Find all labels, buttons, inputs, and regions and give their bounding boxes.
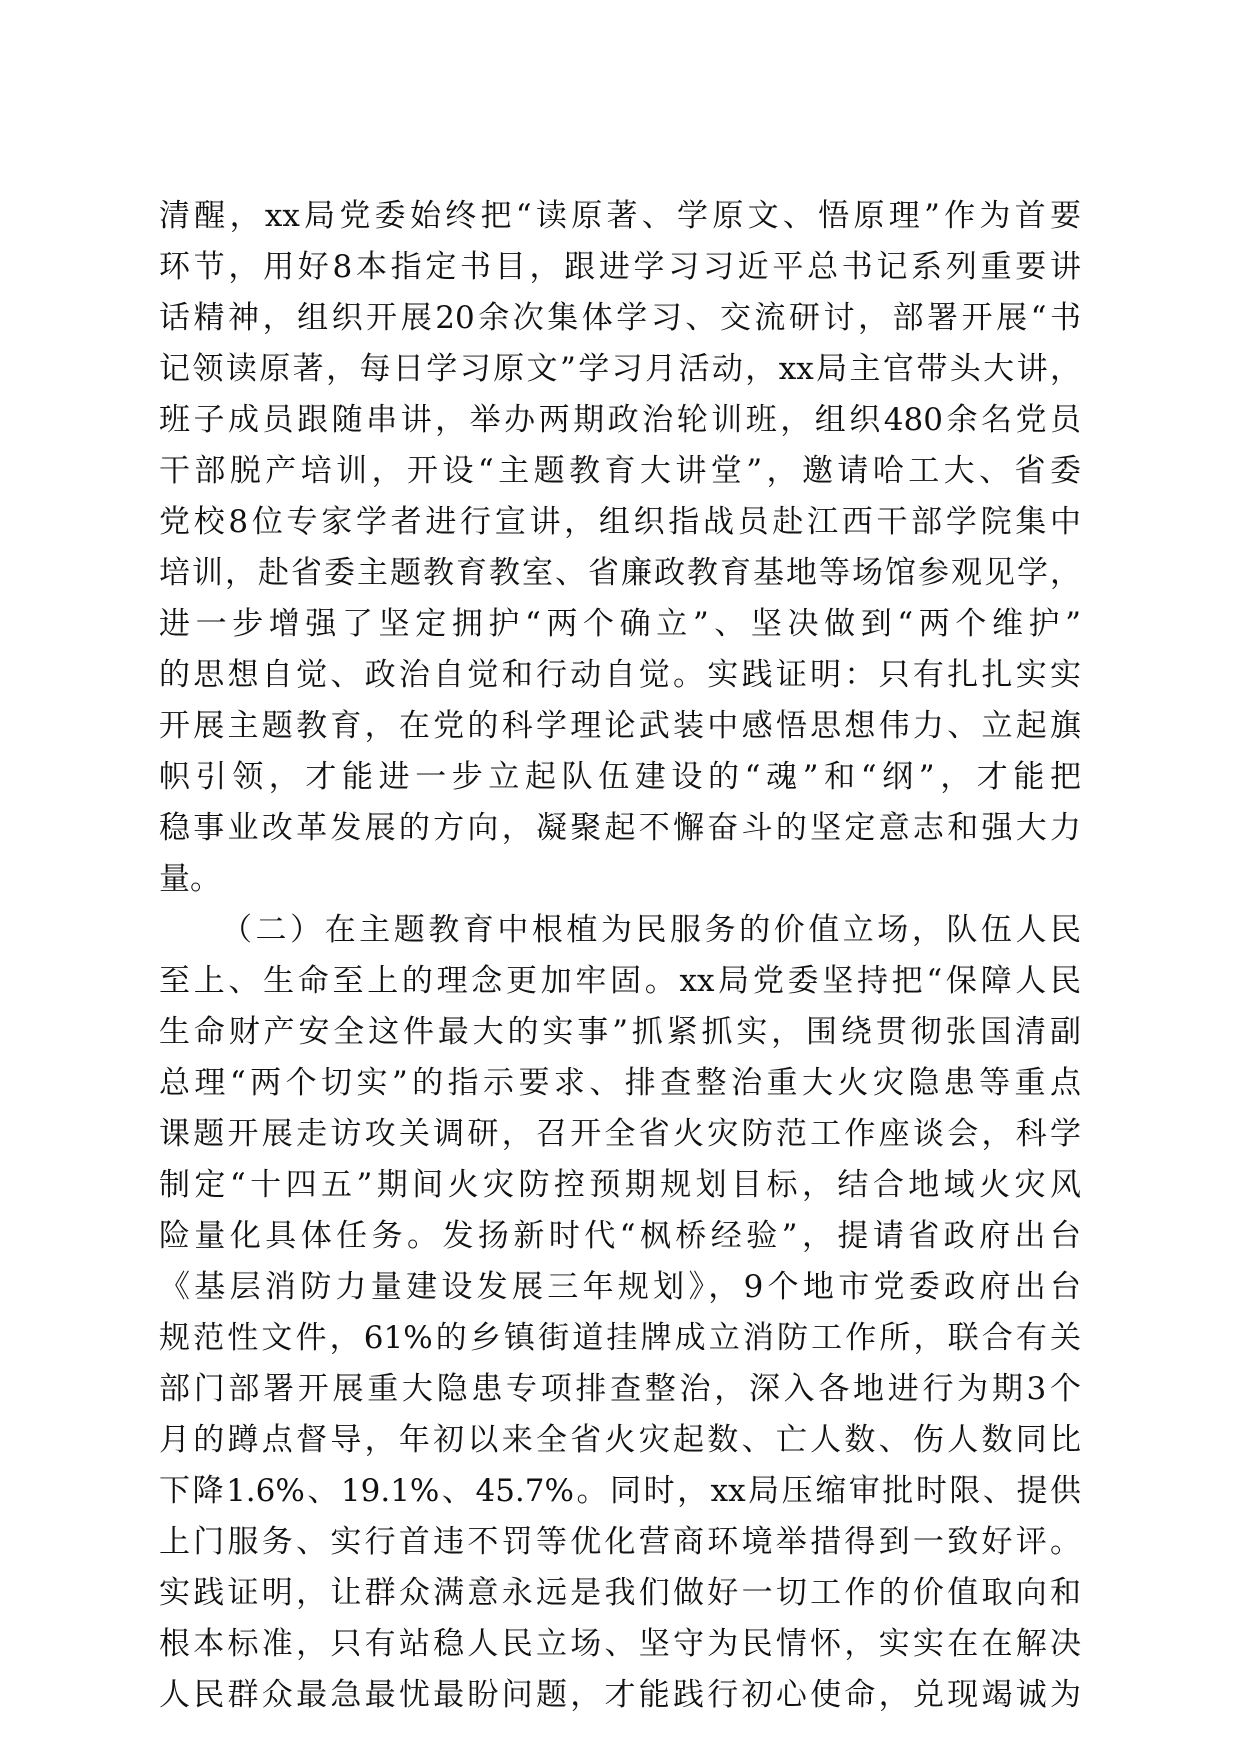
text-line: 《基层消防力量建设发展三年规划》，9个地市党委政府出台: [159, 1269, 1081, 1305]
text-line: 制定“十四五”期间火灾防控预期规划目标，结合地域火灾风: [159, 1167, 1081, 1203]
text-line: 生命财产安全这件最大的实事”抓紧抓实，围绕贯彻张国清副: [159, 1014, 1081, 1050]
text-line: 班子成员跟随串讲，举办两期政治轮训班，组织480余名党员: [159, 402, 1081, 438]
text-line: 至上、生命至上的理念更加牢固。xx局党委坚持把“保障人民: [159, 963, 1081, 999]
text-line: 培训，赴省委主题教育教室、省廉政教育基地等场馆参观见学，: [159, 555, 1081, 591]
text-line: 课题开展走访攻关调研，召开全省火灾防范工作座谈会，科学: [159, 1116, 1081, 1152]
text-line: 部门部署开展重大隐患专项排查整治，深入各地进行为期3个: [159, 1371, 1081, 1407]
text-line: 根本标准，只有站稳人民立场、坚守为民情怀，实实在在解决: [159, 1626, 1081, 1662]
text-line: 帜引领，才能进一步立起队伍建设的“魂”和“纲”，才能把: [159, 759, 1081, 795]
text-line: 开展主题教育，在党的科学理论武装中感悟思想伟力、立起旗: [159, 708, 1081, 744]
paragraph-end-line: 量。: [159, 861, 221, 897]
section-heading-line: （二）在主题教育中根植为民服务的价值立场，队伍人民: [221, 912, 1081, 948]
text-line: 进一步增强了坚定拥护“两个确立”、坚决做到“两个维护”: [159, 606, 1081, 642]
text-line: 的思想自觉、政治自觉和行动自觉。实践证明：只有扎扎实实: [159, 657, 1081, 693]
text-line: 实践证明，让群众满意永远是我们做好一切工作的价值取向和: [159, 1575, 1081, 1611]
text-line: 人民群众最急最忧最盼问题，才能践行初心使命，兑现竭诚为: [159, 1677, 1081, 1713]
text-line: 规范性文件，61%的乡镇街道挂牌成立消防工作所，联合有关: [159, 1320, 1081, 1356]
text-line: 干部脱产培训，开设“主题教育大讲堂”，邀请哈工大、省委: [159, 453, 1081, 489]
text-line: 稳事业改革发展的方向，凝聚起不懈奋斗的坚定意志和强大力: [159, 810, 1081, 846]
text-line: 总理“两个切实”的指示要求、排查整治重大火灾隐患等重点: [159, 1065, 1081, 1101]
text-line: 月的蹲点督导，年初以来全省火灾起数、亡人数、伤人数同比: [159, 1422, 1081, 1458]
text-line: 下降1.6%、19.1%、45.7%。同时，xx局压缩审批时限、提供: [159, 1473, 1081, 1509]
text-line: 党校8位专家学者进行宣讲，组织指战员赴江西干部学院集中: [159, 504, 1081, 540]
text-line: 清醒，xx局党委始终把“读原著、学原文、悟原理”作为首要: [159, 198, 1081, 234]
text-line: 险量化具体任务。发扬新时代“枫桥经验”，提请省政府出台: [159, 1218, 1081, 1254]
text-line: 记领读原著，每日学习原文”学习月活动，xx局主官带头大讲，: [159, 351, 1081, 387]
text-line: 上门服务、实行首违不罚等优化营商环境举措得到一致好评。: [159, 1524, 1081, 1560]
text-line: 环节，用好8本指定书目，跟进学习习近平总书记系列重要讲: [159, 249, 1081, 285]
text-line: 话精神，组织开展20余次集体学习、交流研讨，部署开展“书: [159, 300, 1081, 336]
